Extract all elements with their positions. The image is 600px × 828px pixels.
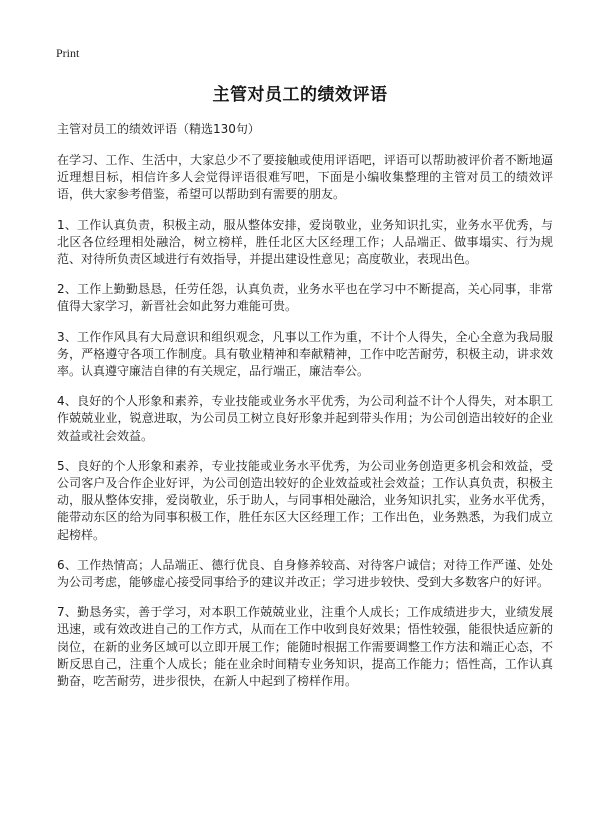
comment-paragraph-7: 7、勤恳务实，善于学习，对本职工作兢兢业业，注重个人成长；工作成绩进步大，业绩发展迅速，或有效改进自己的工作方式，从而在工作中收到良好效果；悟性较强，能很快适应新的岗位，在新的业务区域可以立即开展工作；能随时根据工作需要调整工作方法和端正心态，不断反思自己，注重个人成长；能在业余时间精专业务知识，提高工作能力；悟性高，工作认真勤奋，吃苦耐劳，进步很快，在新人中起到了榜样作用。 — [57, 605, 553, 689]
comment-paragraph-6: 6、工作热情高；人品端正、德行优良、自身修养较高、对待客户诚信；对待工作严谨、处处为公司考虑，能够虚心接受同事给予的建议并改正；学习进步较快、受到大多数客户的好评。 — [57, 557, 553, 590]
document-subtitle: 主管对员工的绩效评语（精选130句） — [57, 122, 260, 136]
comment-paragraph-2: 2、工作上勤勤恳恳，任劳任怨，认真负责，业务水平也在学习中不断提高，关心同事，非常值得大家学习，新晋社会如此努力难能可贵。 — [57, 282, 553, 314]
intro-paragraph: 在学习、工作、生活中，大家总少不了要接触或使用评语吧，评语可以帮助被评价者不断地逼近理想目标，相信许多人会觉得评语很难写吧，下面是小编收集整理的主管对员工的绩效评语，供大家参考借鉴，希望可以帮助到有需要的朋友。 — [57, 153, 553, 202]
comment-paragraph-3: 3、工作作风具有大局意识和组织观念，凡事以工作为重，不计个人得失，全心全意为我局服务，严格遵守各项工作制度。具有敬业精神和奉献精神，工作中吃苦耐劳，积极主动，讲求效率。认真遵守廉洁自律的有关规定，品行端正，廉洁奉公。 — [57, 329, 553, 379]
print-label: Print — [56, 46, 80, 60]
document-body — [57, 121, 553, 703]
comment-paragraph-5: 5、良好的个人形象和素养，专业技能或业务水平优秀，为公司业务创造更多机会和效益，受公司客户及合作企业好评，为公司创造出较好的企业效益或社会效益；工作认真负责，积极主动，服从整体安排，爱岗敬业，乐于助人，与同事相处融洽，业务知识扎实，业务水平优秀，能带动东区的给为同事积极工作，胜任东区大区经理工作；工作出色，业务熟悉，为我们成立起榜样。 — [57, 458, 553, 542]
comment-paragraph-1: 1、工作认真负责，积极主动，服从整体安排，爱岗敬业，业务知识扎实，业务水平优秀，与北区各位经理相处融洽，树立榜样，胜任北区大区经理工作；人品端正、做事塌实、行为规范、对待所负责区域进行有效指导，并提出建设性意见；高度敬业，表现出色。 — [57, 217, 553, 267]
page-title: 主管对员工的绩效评语 — [212, 85, 388, 105]
comment-paragraph-4: 4、良好的个人形象和素养，专业技能或业务水平优秀，为公司利益不计个人得失，对本职工作兢兢业业，锐意进取，为公司员工树立良好形象并起到带头作用；为公司创造出较好的企业效益或社会效益。 — [57, 394, 553, 443]
